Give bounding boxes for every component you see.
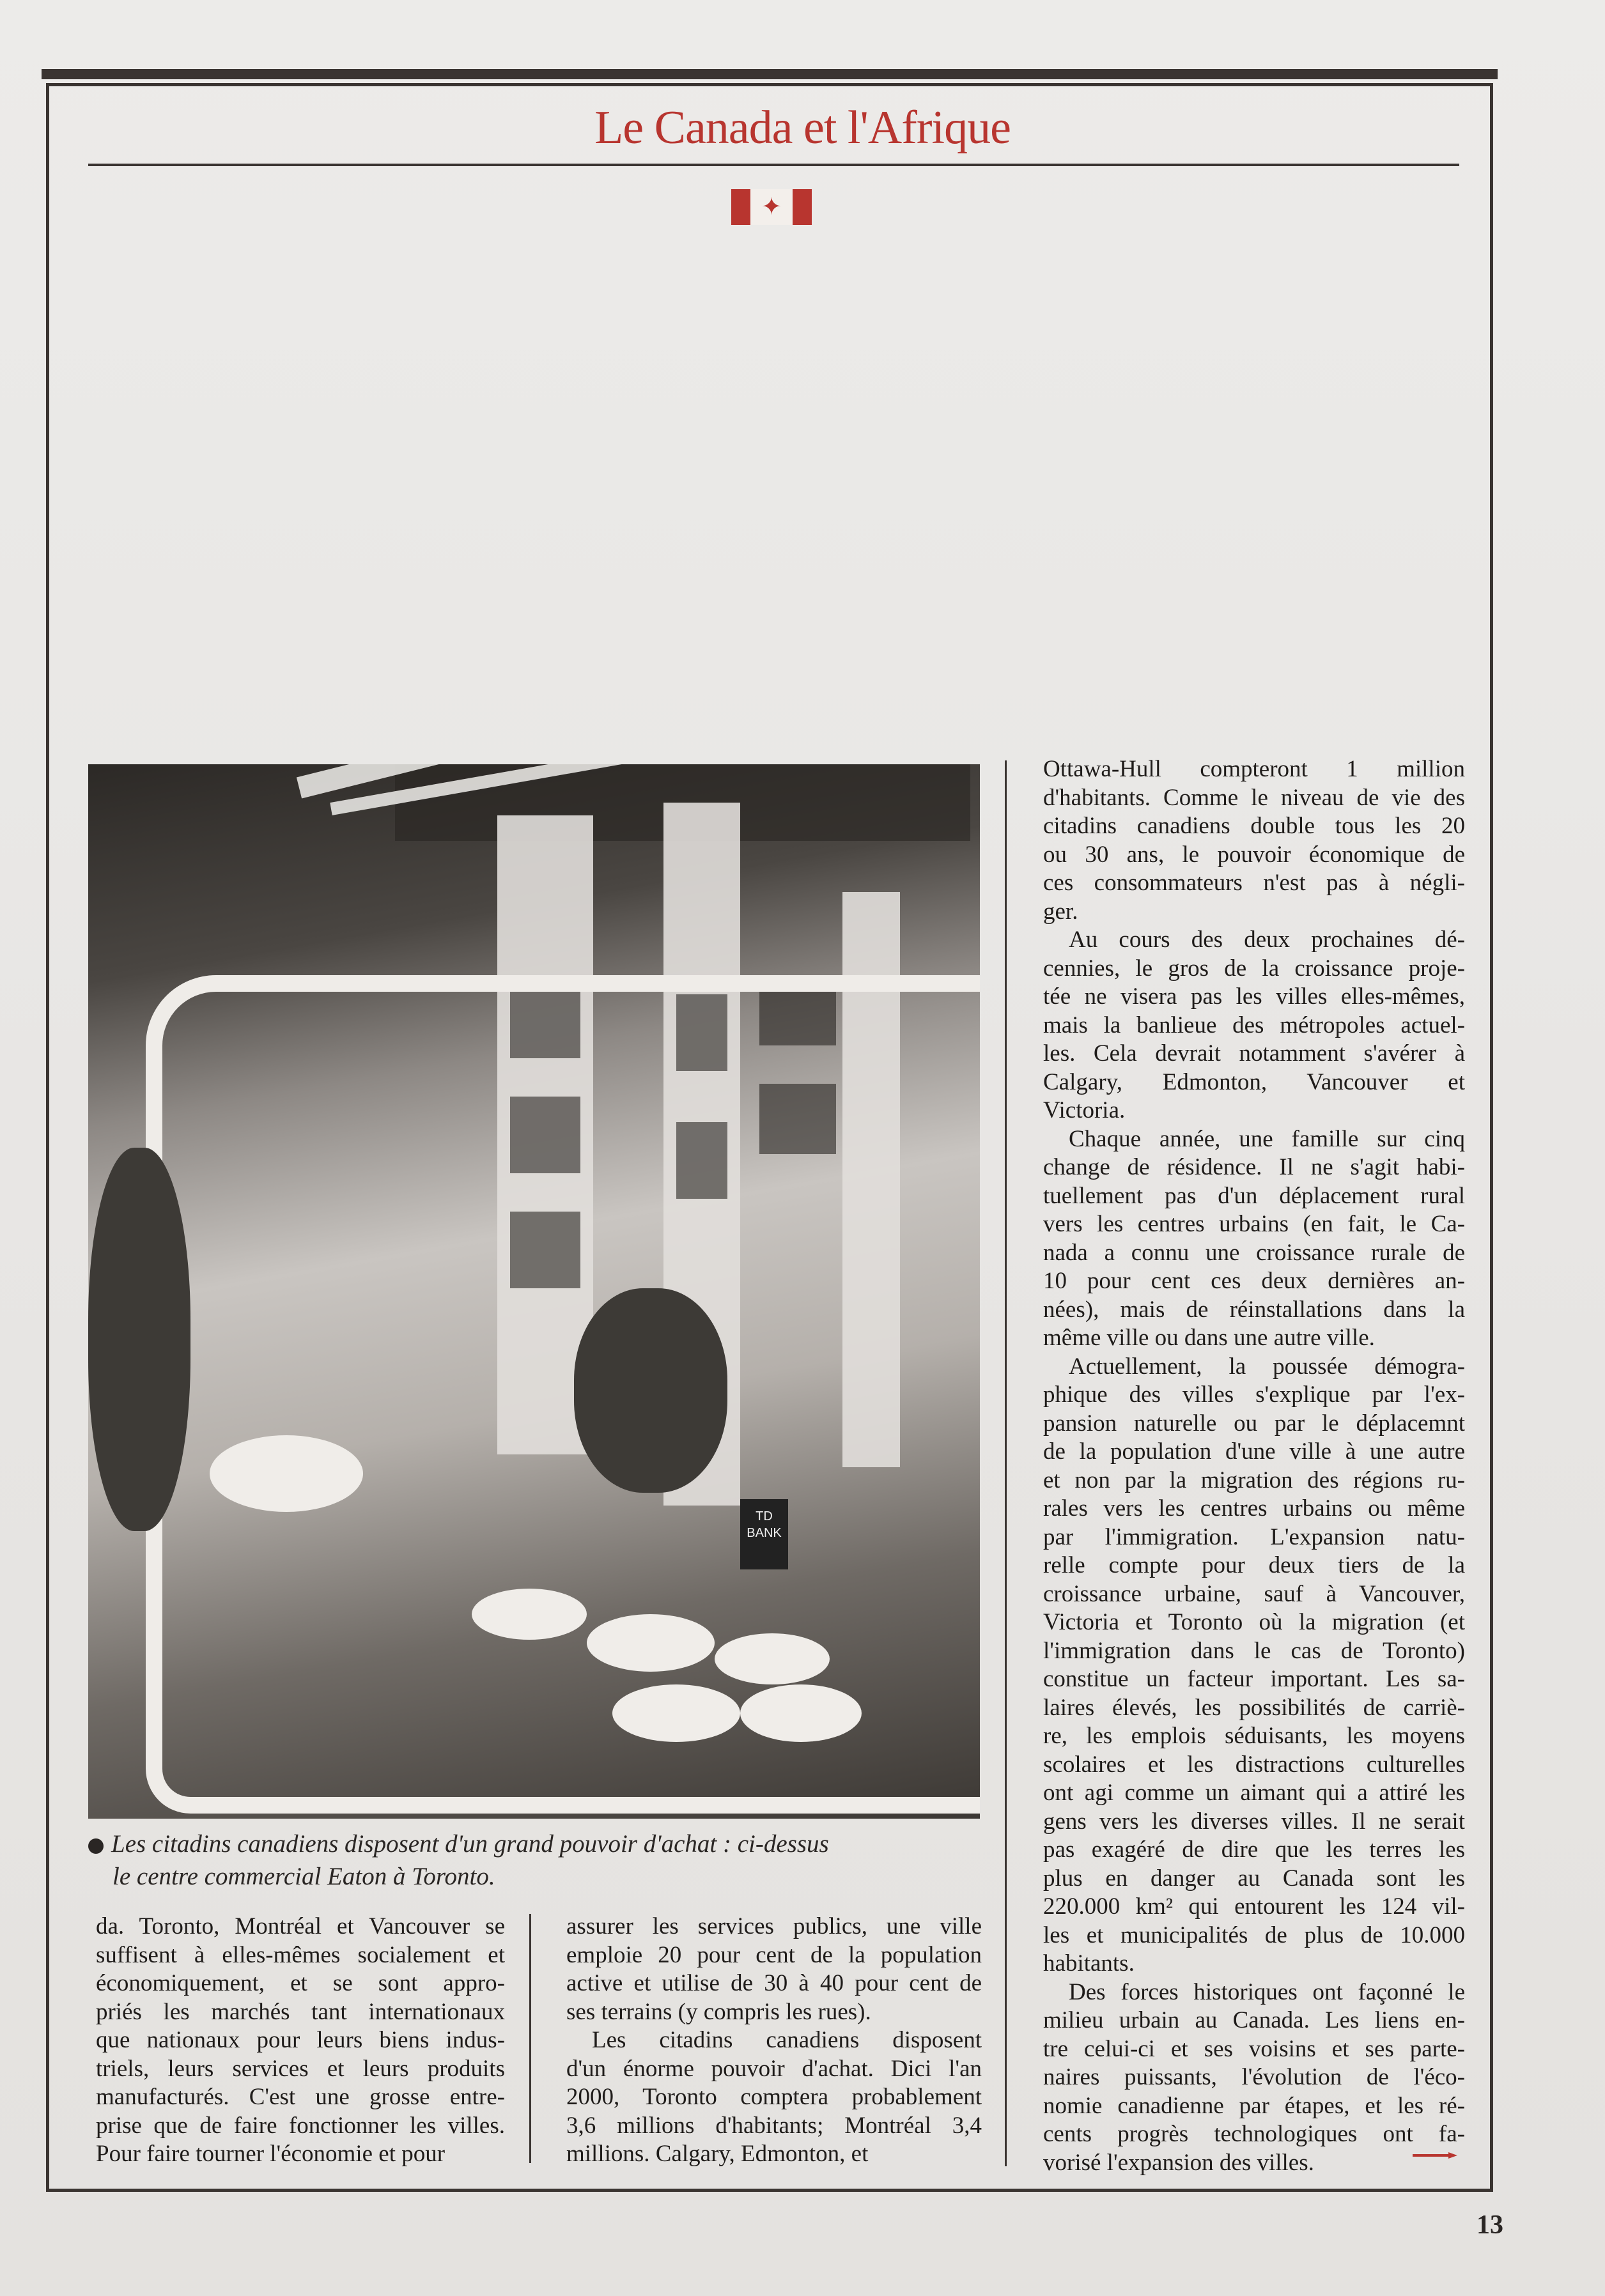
text-line: tre celui-ci et ses voisins et ses parte- [1043, 2035, 1465, 2062]
text-line: mais la banlieue des métropoles actuel- [1043, 1012, 1465, 1038]
text-line: nomie canadienne par étapes, et les ré- [1043, 2092, 1465, 2119]
text-line: ou 30 ans, le pouvoir économique de [1043, 841, 1465, 868]
text-line: Actuellement, la poussée démogra- [1069, 1353, 1465, 1380]
text-line: tuellement pas d'un déplacement rural [1043, 1182, 1465, 1209]
text-line: naires puissants, l'évolution de l'éco- [1043, 2064, 1465, 2090]
text-line: 220.000 km² qui entourent les 124 vil- [1043, 1893, 1465, 1920]
text-line: les et municipalités de plus de 10.000 [1043, 1922, 1465, 1948]
text-line: nées), mais de réinstallations dans la [1043, 1296, 1465, 1323]
text-line: relle compte pour deux tiers de la [1043, 1552, 1465, 1578]
column-divider-1 [529, 1914, 531, 2163]
text-line: ger. [1043, 898, 1078, 925]
text-line: citadins canadiens double tous les 20 [1043, 813, 1465, 839]
text-line: Victoria et Toronto où la migration (et [1043, 1609, 1465, 1635]
text-line: milieu urbain au Canada. Les liens en- [1043, 2007, 1465, 2033]
text-line: rales vers les centres urbains ou même [1043, 1495, 1465, 1522]
text-line: même ville ou dans une autre ville. [1043, 1325, 1375, 1351]
text-line: ses terrains (y compris les rues). [566, 1998, 871, 2025]
header-rule [88, 164, 1459, 166]
text-line: active et utilise de 30 à 40 pour cent de [566, 1970, 982, 1996]
page-number: 13 [1477, 2210, 1503, 2240]
text-line: ces consommateurs n'est pas à négli- [1043, 870, 1465, 896]
text-line: Les citadins canadiens disposent [592, 2027, 982, 2053]
text-line: prise que de faire fonctionner les villes. [96, 2112, 505, 2139]
article-column-1 [96, 1913, 505, 2169]
text-line: l'immigration dans le cas de Toronto) [1043, 1637, 1465, 1664]
text-line: pansion naturelle ou par le déplacemnt [1043, 1410, 1465, 1437]
text-line: économiquement, et se sont appro- [96, 1970, 505, 1996]
caption-line-2: le centre commercial Eaton à Toronto. [112, 1863, 495, 1890]
text-line: triels, leurs services et leurs produits [96, 2055, 505, 2082]
text-line: Ottawa-Hull compteront 1 million [1043, 756, 1465, 782]
text-line: Au cours des deux prochaines dé- [1069, 927, 1465, 953]
text-line: vers les centres urbains (en fait, le Ca- [1043, 1211, 1465, 1237]
text-line: gens vers les diverses villes. Il ne serait [1043, 1808, 1465, 1835]
text-line: 3,6 millions d'habitants; Montréal 3,4 [566, 2112, 982, 2139]
text-line: par l'immigration. L'expansion natu- [1043, 1523, 1465, 1550]
text-line: Des forces historiques ont façonné le [1069, 1978, 1465, 2005]
caption-line-1: Les citadins canadiens disposent d'un grand pouvoir d'achat : ci-dessus [111, 1830, 829, 1858]
text-line: Chaque année, une famille sur cinq [1069, 1125, 1465, 1152]
canada-flag-icon: ✦ [731, 189, 812, 225]
photo-caption [88, 1828, 996, 1893]
text-line: de la population d'une ville à une autre [1043, 1438, 1465, 1465]
text-line: da. Toronto, Montréal et Vancouver se [96, 1913, 505, 1939]
section-title: Le Canada et l'Afrique [594, 102, 1011, 154]
text-line: Victoria. [1043, 1097, 1126, 1123]
text-line: manufacturés. C'est une grosse entre- [96, 2084, 505, 2110]
text-line: plus en danger au Canada sont les [1043, 1865, 1465, 1892]
text-line: pas exagéré de dire que les terres les [1043, 1837, 1465, 1863]
text-line: d'un énorme pouvoir d'achat. Dici l'an [566, 2055, 982, 2082]
text-line: assurer les services publics, une ville [566, 1913, 982, 1939]
text-line: Calgary, Edmonton, Vancouver et [1043, 1068, 1465, 1095]
text-line: constitue un facteur important. Les sa- [1043, 1666, 1465, 1692]
text-line: vorisé l'expansion des villes. [1043, 2149, 1314, 2176]
text-line: ont agi comme un aimant qui a attiré les [1043, 1780, 1465, 1806]
text-line: suffisent à elles-mêmes socialement et [96, 1941, 505, 1968]
text-line: tée ne visera pas les villes elles-mêmes, [1043, 983, 1465, 1010]
text-line: les. Cela devrait notamment s'avérer à [1043, 1040, 1465, 1067]
text-line: 10 pour cent ces deux dernières an- [1043, 1268, 1465, 1294]
eaton-centre-photo [88, 764, 980, 1819]
text-line: change de résidence. Il ne s'agit habi- [1043, 1154, 1465, 1180]
arrow-right-icon [1413, 2152, 1457, 2159]
text-line: et non par la migration des régions ru- [1043, 1467, 1465, 1493]
text-line: que nationaux pour leurs biens indus- [96, 2027, 505, 2053]
text-line: Pour faire tourner l'économie et pour [96, 2141, 446, 2167]
text-line: d'habitants. Comme le niveau de vie des [1043, 784, 1465, 811]
top-rule [42, 69, 1498, 79]
text-line: 2000, Toronto comptera probablement [566, 2084, 982, 2110]
text-line: habitants. [1043, 1950, 1135, 1976]
text-line: phique des villes s'explique par l'ex- [1043, 1382, 1465, 1408]
text-line: croissance urbaine, sauf à Vancouver, [1043, 1580, 1465, 1607]
text-line: re, les emplois séduisants, les moyens [1043, 1723, 1465, 1749]
text-line: nada a connu une croissance rurale de [1043, 1239, 1465, 1266]
text-line: laires élevés, les possibilités de carriè- [1043, 1694, 1465, 1721]
text-line: emploie 20 pour cent de la population [566, 1941, 982, 1968]
text-line: scolaires et les distractions culturelles [1043, 1751, 1465, 1778]
text-line: cennies, le gros de la croissance proje- [1043, 955, 1465, 982]
text-line: millions. Calgary, Edmonton, et [566, 2141, 869, 2167]
column-divider-2 [1005, 760, 1007, 2166]
bullet-icon [88, 1838, 104, 1854]
article-column-3 [1043, 755, 1465, 2177]
article-column-2 [566, 1913, 982, 2169]
text-line: cents progrès technologiques ont fa- [1043, 2121, 1465, 2147]
bank-sign: TD BANK [740, 1499, 788, 1569]
text-line: priés les marchés tant internationaux [96, 1998, 505, 2025]
